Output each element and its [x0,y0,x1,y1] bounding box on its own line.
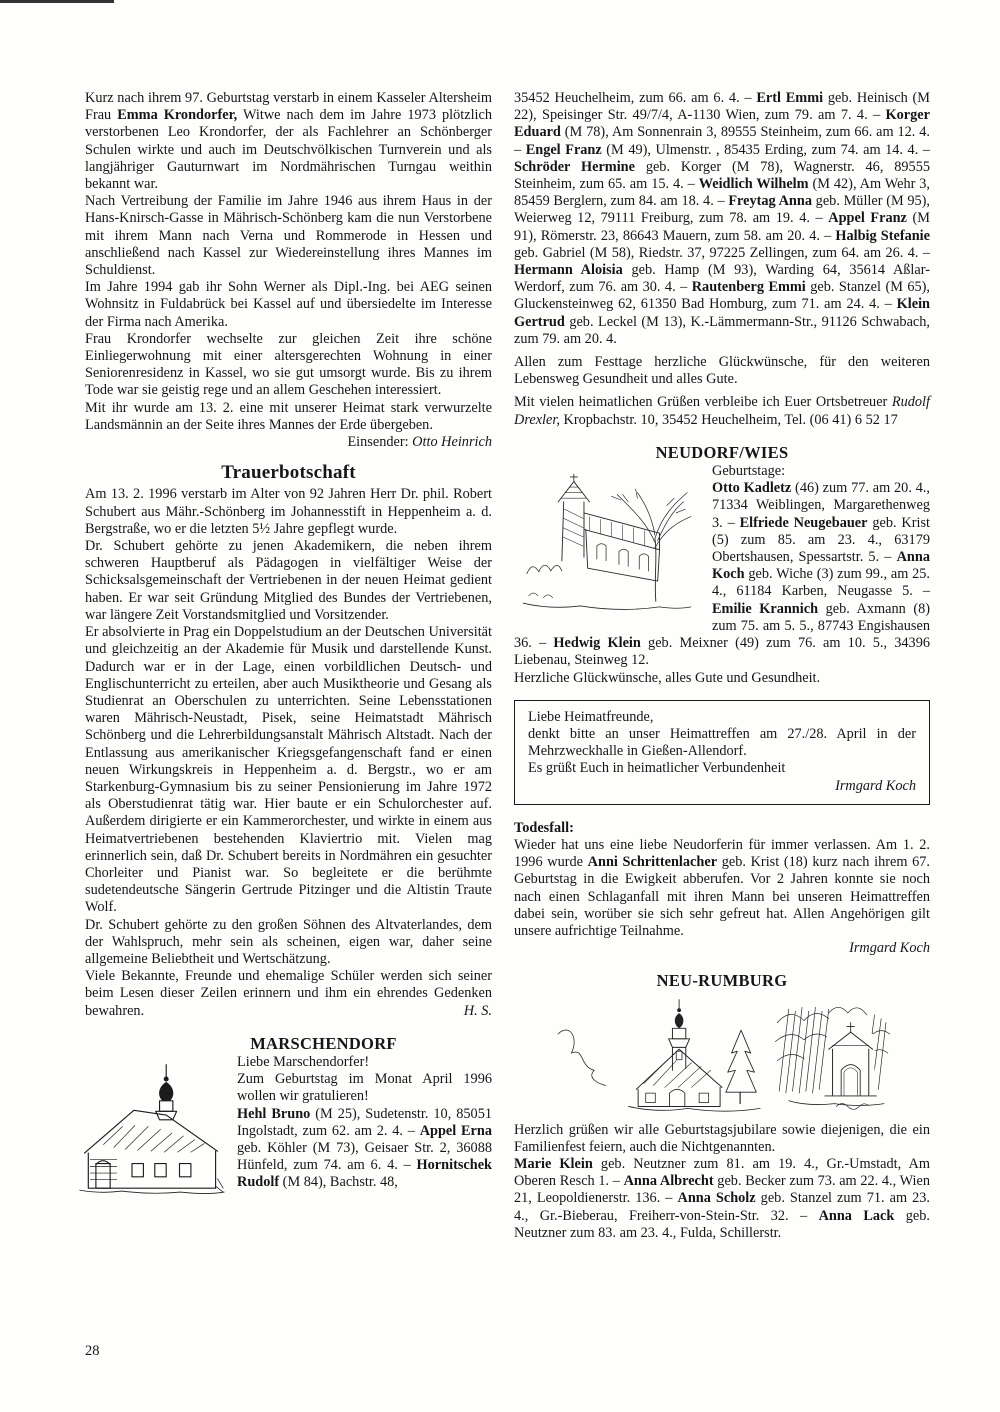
marschendorf-section [85,1035,492,1192]
notice-signature: Irmgard Koch [835,777,916,794]
neudorf-section [514,463,930,687]
neu-rumburg-intro-paragraph: Herzlich grüßen wir alle Geburtstagsjubilare sowie diejenigen, die ein Familienfest feiern, auch die Nichtgenannten. [514,1121,930,1155]
todesfall-heading: Todesfall: [514,819,574,836]
trauerbotschaft-closing-text: Viele Bekannte, Freunde und ehemalige Schüler werden sich seiner beim Lesen dieser Zeilen erinnern und ihm ein ehrendes Gedenken bewahren. [85,968,492,1019]
obituary-krondorfer-paragraph: Frau Krondorfer wechselte zur gleichen Zeit ihre schöne Einliegerwohnung mit einer altersgerechten Wohnung in einer Seniorenresidenz in Kassel, wo sie gut umsorgt wurde. Bis zu ihrem Tode war sie geistig rege und an allem Geschehen interessiert. [85,330,492,399]
obituary-krondorfer-paragraph: Mit ihr wurde am 13. 2. eine mit unserer Heimat stark verwurzelte Landsmännin an der Seite ihres Mannes der Erde übergeben. [85,399,492,433]
trauerbotschaft-heading: Trauerbotschaft [221,462,356,484]
sender-line [85,434,492,451]
trauerbotschaft-paragraph: Am 13. 2. 1996 verstarb im Alter von 92 Jahren Herr Dr. phil. Robert Schubert aus Mähr.-Schönberg im Johannesstift in Heppenheim a. d. Bergstraße, wo er die letzten 5½ Jahre gepflegt wurde. [85,486,492,537]
ortsbetreuer-paragraph: Mit vielen heimatlichen Grüßen verbleibe ich Euer Ortsbetreuer Rudolf Drexler, Kropbachstr. 10, 35452 Heuchelheim, Tel. (06 41) 6 52 17 [514,394,930,428]
marschendorf-heading: MARSCHENDORF [250,1033,397,1053]
notice-line: Es grüßt Euch in heimatlicher Verbundenheit [528,760,786,777]
marschendorf-birthdays-paragraph: Hehl Bruno (M 25), Sudetenstr. 10, 85051 Ingolstadt, zum 62. am 2. 4. – Appel Erna geb. Köhler (M 73), Geisaer Str. 2, 36088 Hünfeld, zum 74. am 6. 4. – Hornitschek Rudolf (M 84), Bachstr. 48, [237,1105,492,1191]
sender-name: Otto Heinrich [412,434,492,451]
trauerbotschaft-paragraph [85,968,492,1020]
notice-line: denkt bitte an unser Heimattreffen am 27./28. April in der Mehrzweckhalle in Gießen-Allendorf. [528,725,916,760]
neudorf-wishes-line: Herzliche Glückwünsche, alles Gute und Gesundheit. [514,669,821,686]
right-column [514,90,930,1242]
heimattreffen-notice-box [514,700,930,805]
marschendorf-salutation: Liebe Marschendorfer! [237,1053,370,1070]
geburtstage-label: Geburtstage: [712,463,786,480]
neudorf-church-illustration [514,465,700,617]
neudorf-wies-heading: NEUDORF/WIES [655,442,789,462]
sender-label: Einsender: [347,434,413,451]
trauerbotschaft-paragraph: Dr. Schubert gehörte zu jenen Akademikern, die neben ihrem schweren Hauptberuf als Pädagogen in vielfältiger Weise der Schicksalsgemeinschaft der Vertriebenen in der neuen Heimat gedient haben. Er war seit Gründung Mitglied des Bundes der Vertriebenen, war längere Zeit Vorstandsmitglied und Vorsitzender. [85,538,492,623]
obituary-krondorfer-paragraph: Kurz nach ihrem 97. Geburtstag verstarb in einem Kasseler Altersheim Frau Emma Krondorfer, Witwe nach dem im Jahre 1973 plötzlich verstorbenen Leo Krondorfer, der als Fachlehrer an Schönberger Schulen wirkte und auch im Deutschvölkischen Turnverein und als langjähriger Gauturnwart im Nordmährischen Turngau weithin bekannt war. [85,90,493,193]
initials-hs: H. S. [463,1002,492,1019]
marschendorf-continuation-paragraph: 35452 Heuchelheim, zum 66. am 6. 4. – Ertl Emmi geb. Heinisch (M 22), Speisinger Str. 49/7/4, A-1130 Wien, zum 79. am 7. 4. – Korger Eduard (M 78), Am Sonnenrain 3, 89555 Steinheim, zum 66. am 12. 4. – Engel Franz (M 49), Ulmenstr. , 85435 Erding, zum 74. am 14. 4. – Schröder Hermine geb. Korger (M 78), Wagnerstr. 46, 89555 Steinheim, zum 65. am 15. 4. – Weidlich Wilhelm (M 42), Am Wehr 3, 85459 Berglern, zum 84. am 18. 4. – Freytag Anna geb. Müller (M 95), Weierweg 12, 79111 Freiburg, zum 78. am 19. 4. – Appel Franz (M 91), Römerstr. 23, 86643 Mauern, zum 58. am 20. 4. – Halbig Stefanie geb. Gabriel (M 58), Riedstr. 37, 97225 Zellingen, zum 64. am 26. 4. – Hermann Aloisia geb. Hamp (M 93), Warding 64, 35614 Aßlar-Werdorf, zum 76. am 30. 4. – Rautenberg Emmi geb. Stanzel (M 65), Gluckensteinweg 62, 61350 Bad Homburg, zum 71. am 24. 4. – Klein Gertrud geb. Leckel (M 13), K.-Lämmermann-Str., 91126 Schwabach, zum 79. am 20. 4. [514,90,931,347]
marschendorf-church-illustration [75,1057,227,1195]
marschendorf-intro: Zum Geburtstag im Monat April 1996 wollen wir gratulieren! [237,1071,492,1105]
trauerbotschaft-paragraph: Er absolvierte in Prag ein Doppelstudium an der Deutschen Universität und gleichzeitig an der Akademie für Musik und darstellende Kunst. Dadurch war er in der Lage, einen vorbildlichen Deutsch- und Englischunterricht zu erteilen, aber auch Musiktheorie und Gesang als Studienrat an Oberschulen zu unterrichten. Seine Lebensstationen waren Mährisch-Neustadt, Pisek, seine Heimatstadt Mährisch Schönberg und die Lehrerbildungsanstalt Mährisch Altstadt. Nach der Entlassung aus amerikanischer Kriegsgefangenschaft fand er einen neuen Wirkungskreis in Heppenheim a. d. Bergstr., wo er am Starkenburg-Gymnasium bis zu seiner Pensionierung im Jahre 1972 als Oberstudienrat tätig war. Hier baute er ein Schulorchester auf. Außerdem dirigierte er ein Kammerorchester, und wirkte in einem aus Heimatvertriebenen bestehenden Klaviertrio mit. Vielen mag erinnerlich sein, daß Dr. Schubert bereits in Nordmähren ein gesuchter Chorleiter und Pianist war. So begleitete er die berühmte sudetendeutsche Sängerin Gertrude Pitzinger und die Altistin Traute Wolf. [85,624,492,916]
obituary-krondorfer-paragraph: Im Jahre 1994 gab ihr Sohn Werner als Dipl.-Ing. bei AEG seinen Wohnsitz in Fuldabrück bei Kassel auf und übersiedelte im Interesse der Firma nach Amerika. [85,279,492,330]
trauerbotschaft-paragraph: Dr. Schubert gehörte zu den großen Söhnen des Altvaterlandes, dem der Wahlspruch, mehr sein als scheinen, eigen war, daher seine allgemeine Beliebtheit und Wertschätzung. [85,916,492,967]
festtage-wishes-paragraph: Allen zum Festtage herzliche Glückwünsche, für den weiteren Lebensweg Gesundheit und alles Gute. [514,354,930,388]
todesfall-paragraph: Wieder hat uns eine liebe Neudorferin für immer verlassen. Am 1. 2. 1996 wurde Anni Schrittenlacher geb. Krist (18) kurz nach ihrem 67. Geburtstag in die Ewigkeit abberufen. Vor 2 Jahren konnte sie noch nach einen Schlaganfall mit ihren Mann bei unseren Heimattreffen dabei sein, worüber sie sich sehr gefreut hat. Allen Angehörigen gilt unsere aufrichtige Teilnahme. [514,836,930,939]
neu-rumburg-heading: NEU-RUMBURG [656,971,788,991]
neu-rumburg-illustration [544,994,900,1116]
scan-artifact-strip [0,0,114,3]
todesfall-signature: Irmgard Koch [849,940,930,957]
left-column [85,90,492,1195]
neu-rumburg-birthdays-paragraph: Marie Klein geb. Neutzner zum 81. am 19. 4., Gr.-Umstadt, Am Oberen Resch 1. – Anna Albrecht geb. Becker zum 73. am 22. 4., Wien 21, Leopoldienerstr. 136. – Anna Scholz geb. Stanzel zum 71. am 23. 4., Gr.-Bieberau, Freiherr-von-Stein-Str. 32. – Anna Lack geb. Neutzner zum 83. am 23. 4., Fulda, Schillerstr. [514,1155,931,1241]
notice-line: Liebe Heimatfreunde, [528,708,654,725]
neudorf-birthdays-paragraph: Otto Kadletz (46) zum 77. am 20. 4., 71334 Weiblingen, Margarethenweg 3. – Elfriede Neugebauer geb. Krist (5) zum 85. am 23. 4., 63179 Obertshausen, Spessartstr. 5. – Anna Koch geb. Wiche (3) zum 99., am 25. 4., 61184 Karben, Neugasse 5. – Emilie Krannich geb. Axmann (8) zum 75. am 5. 5., 87743 Engishausen 36. – Hedwig Klein geb. Meixner (49) zum 76. am 10. 5., 34396 Liebenau, Steinweg 12. [514,480,931,669]
obituary-krondorfer-paragraph: Nach Vertreibung der Familie im Jahre 1946 aus ihrem Haus in der Hans-Knirsch-Gasse in Mährisch-Schönberg kam die nun Verstorbene mit ihrem Mann nach Verna und Rommerode in Hessen und anschließend nach Kassel zur Wiedereinstellung ihres Mannes im Schuldienst. [85,193,492,279]
page-number: 28 [85,1343,100,1359]
